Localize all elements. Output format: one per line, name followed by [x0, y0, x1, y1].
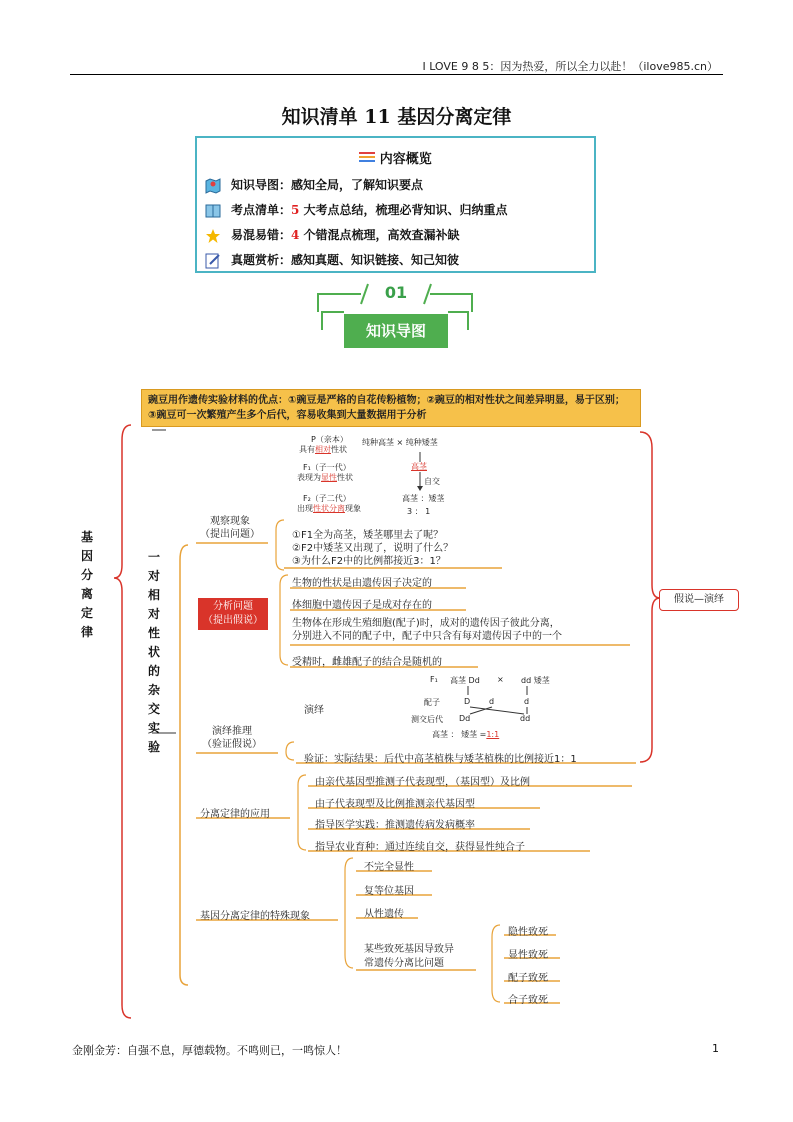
f1-result: 高茎: [411, 462, 427, 471]
gamete-label: 配子: [424, 698, 440, 707]
overview-row-book: 考点清单：5 大考点总结，梳理必背知识、归纳重点: [205, 201, 508, 219]
hypothesis-1: 生物的性状是由遗传因子决定的: [292, 578, 432, 589]
gamete-d2: d: [524, 697, 530, 706]
lethal-4: 合子致死: [508, 995, 548, 1006]
overview-row-map: 知识导图：感知全局，了解知识要点: [205, 176, 423, 194]
deduce-word: 演绎: [304, 705, 324, 716]
application-3: 指导医学实践：推测遗传病发病概率: [315, 820, 475, 831]
special-1: 不完全显性: [364, 862, 414, 873]
question-3: ③为什么F2中的比例都接近3：1？: [292, 556, 446, 567]
overview-heading: 内容概览: [197, 148, 594, 168]
special-2: 复等位基因: [364, 886, 414, 897]
branch-single-trait-cross: 一 对 相 对 性 状 的 杂 交 实 验: [147, 550, 160, 754]
question-1: ①F1全为高茎，矮茎哪里去了呢？: [292, 530, 444, 541]
f2-label: F₂（子二代）: [303, 494, 351, 503]
testcross-offspring-label: 测交后代: [411, 715, 443, 724]
advantages-banner: 豌豆用作遗传实验材料的优点：①豌豆是严格的自花传粉植物；②豌豆的相对性状之间差异明显，易于区别； ③豌豆可一次繁殖产生多个后代，容易收集到大量数据用于分析: [141, 389, 641, 427]
section-number: 01: [384, 283, 408, 302]
lethal-1: 隐性致死: [508, 927, 548, 938]
site-header-text: I LOVE 9 8 5：因为热爱，所以全力以赴！（ilove985.cn）: [422, 60, 718, 73]
page-title: 知识清单 11 基因分离定律: [281, 106, 512, 128]
p-cross: 纯种高茎 × 纯种矮茎: [362, 438, 438, 447]
special-3: 从性遗传: [364, 909, 404, 920]
special-label: 基因分离定律的特殊现象: [200, 911, 310, 922]
f2-subtext: 出现性状分离现象: [297, 504, 361, 513]
root-node: 基 因 分 离 定 律: [80, 530, 93, 639]
application-label: 分离定律的应用: [200, 809, 270, 820]
footer-motto: 金刚金芳：自强不息，厚德载物。不鸣则已，一鸣惊人！: [72, 1044, 347, 1057]
offspring-Dd: Dd: [459, 714, 471, 723]
p-subtext: 具有相对性状: [299, 445, 347, 454]
f1-label: F₁（子一代）: [303, 463, 351, 472]
gamete-d1: d: [489, 697, 495, 706]
overview-row-star: 易混易错：4 个错混点梳理，高效查漏补缺: [205, 226, 460, 244]
page-number: 1: [712, 1042, 719, 1055]
lethal-2: 显性致死: [508, 950, 548, 961]
application-4: 指导农业育种：通过连续自交，获得显性纯合子: [315, 842, 525, 853]
testcross-tall: 高茎 Dd: [450, 676, 480, 685]
verification-result: 验证：实际结果：后代中高茎植株与矮茎植株的比例接近1：1: [304, 754, 577, 765]
p-label: P（亲本）: [311, 435, 348, 444]
f2-ratio: 3 ： 1: [407, 507, 431, 516]
lethal-3: 配子致死: [508, 973, 548, 984]
hypothesis-deduction-tag: 假说—演绎: [659, 589, 739, 611]
hypothesis-3: 生物体在形成生殖细胞(配子)时，成对的遗传因子彼此分离， 分别进入不同的配子中，配子中只含有每对遗传因子中的一个: [292, 618, 562, 642]
f2-result: 高茎 ：矮茎: [402, 494, 445, 503]
selfing-label: 自交: [424, 477, 440, 486]
section-label: 知识导图: [344, 314, 448, 348]
deduce-label: 演绎推理 （验证假说）: [202, 726, 262, 750]
question-2: ②F2中矮茎又出现了，说明了什么？: [292, 543, 454, 554]
testcross-f1: F₁: [430, 675, 438, 684]
overview-row-edit: 真题赏析：感知真题、知识链接、知己知彼: [205, 251, 459, 269]
testcross-short: dd 矮茎: [521, 676, 550, 685]
application-1: 由亲代基因型推测子代表现型，（基因型）及比例: [315, 777, 530, 788]
testcross-ratio: 高茎 ： 矮茎 =1:1: [432, 730, 500, 739]
offspring-dd: dd: [520, 714, 531, 723]
gamete-D: D: [464, 697, 471, 706]
testcross-times: ×: [497, 675, 504, 684]
f1-subtext: 表现为显性性状: [297, 473, 353, 482]
hypothesis-2: 体细胞中遗传因子是成对存在的: [292, 600, 432, 611]
application-2: 由子代表现型及比例推测亲代基因型: [315, 799, 475, 810]
lethal-label: 某些致死基因导致异 常遗传分离比问题: [364, 944, 454, 969]
analyze-label: 分析问题 （提出假说）: [198, 598, 268, 630]
hypothesis-4: 受精时，雌雄配子的结合是随机的: [292, 657, 442, 668]
observe-label: 观察现象 （提出问题）: [200, 516, 260, 540]
